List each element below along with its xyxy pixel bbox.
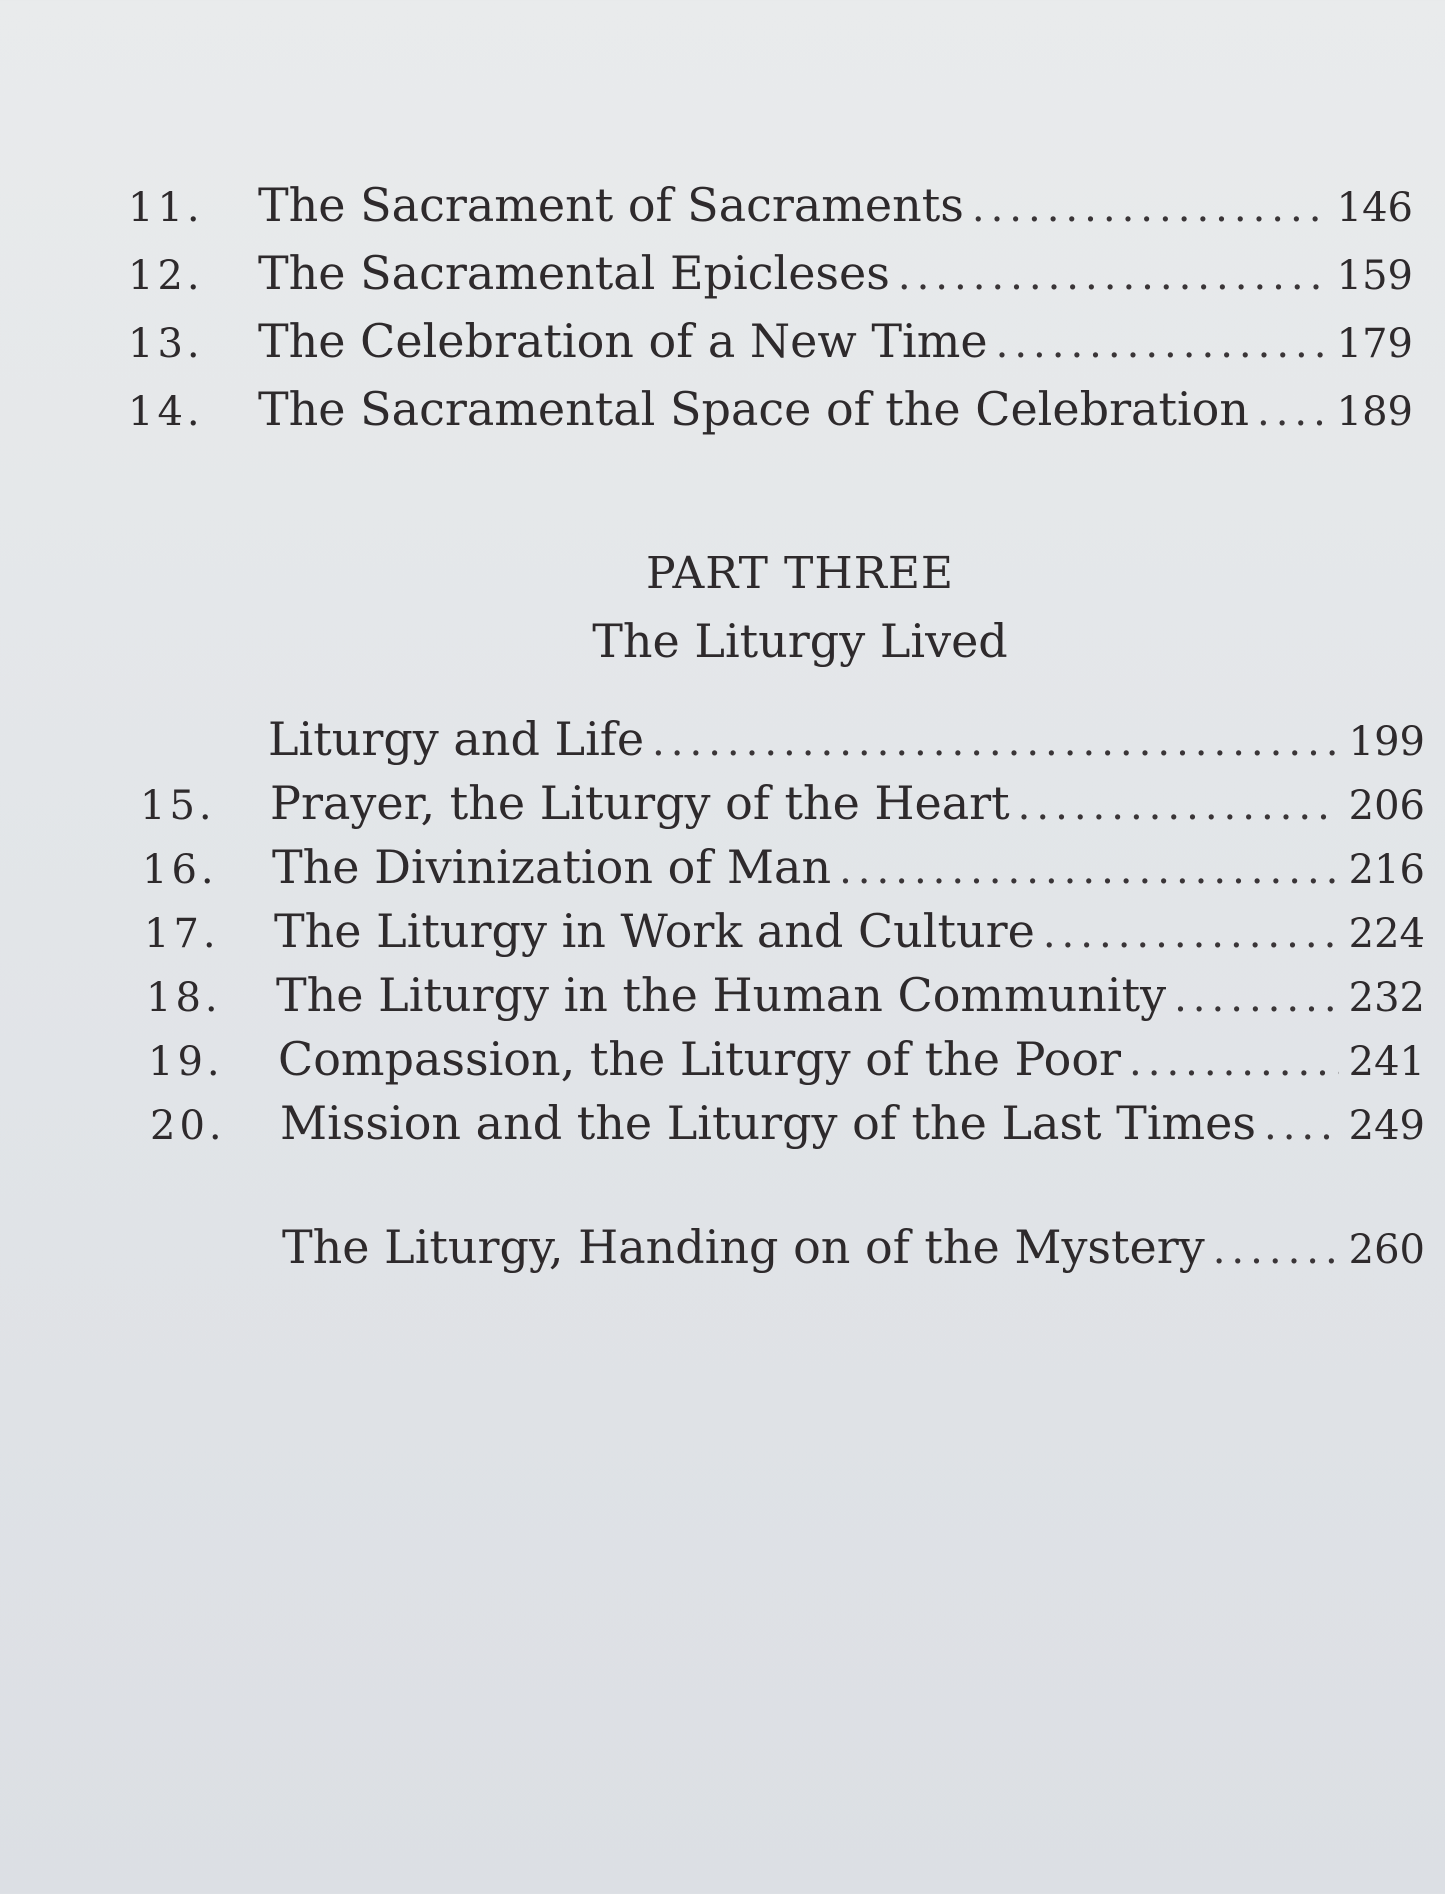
dot-leader	[1264, 1103, 1339, 1149]
chapter-title: Prayer, the Liturgy of the Heart	[270, 776, 1010, 830]
dot-leader	[898, 253, 1327, 299]
chapter-number: 11.	[128, 185, 204, 231]
page-number: 189	[1336, 389, 1413, 435]
part-label: PART THREE	[645, 548, 955, 599]
page-number: 241	[1348, 1039, 1425, 1085]
dot-leader	[1043, 911, 1339, 957]
toc-entry-liturgy-and-life	[138, 712, 1425, 776]
chapter-number: 13.	[128, 321, 204, 367]
chapter-number: 20.	[150, 1103, 226, 1149]
page-number: 224	[1348, 911, 1425, 957]
chapter-title: The Liturgy, Handing on of the Mystery	[282, 1220, 1205, 1274]
page-number: 146	[1336, 185, 1413, 231]
page-number: 199	[1348, 719, 1425, 765]
page-number: 159	[1336, 253, 1413, 299]
chapter-number: 12.	[128, 253, 204, 299]
toc-entry-19	[148, 1032, 1425, 1096]
toc-entry-18	[146, 968, 1425, 1032]
dot-leader	[996, 321, 1327, 367]
toc-entry-handing-on	[152, 1220, 1425, 1284]
chapter-title: The Liturgy in the Human Community	[276, 968, 1167, 1022]
toc-entry-16	[142, 840, 1425, 904]
dot-leader	[839, 847, 1339, 893]
dot-leader	[652, 719, 1339, 765]
page-number: 249	[1348, 1103, 1425, 1149]
chapter-number: 18.	[146, 975, 222, 1021]
toc-entry-13	[128, 314, 1413, 378]
page-number: 260	[1348, 1227, 1425, 1273]
chapter-title: Compassion, the Liturgy of the Poor	[278, 1032, 1122, 1086]
chapter-title: Mission and the Liturgy of the Last Times	[280, 1096, 1256, 1150]
dot-leader	[1213, 1227, 1339, 1273]
chapter-title: The Sacrament of Sacraments	[258, 178, 964, 232]
dot-leader	[1257, 389, 1327, 435]
dot-leader	[1129, 1039, 1339, 1085]
chapter-number: 15.	[140, 783, 216, 829]
toc-entry-14	[128, 382, 1413, 446]
toc-entry-11	[128, 178, 1413, 242]
dot-leader	[1174, 975, 1339, 1021]
page-number: 179	[1336, 321, 1413, 367]
page-number: 216	[1348, 847, 1425, 893]
chapter-number: 17.	[144, 911, 220, 957]
chapter-number: 16.	[142, 847, 218, 893]
toc-entry-17	[144, 904, 1425, 968]
chapter-title: The Sacramental Space of the Celebration	[258, 382, 1249, 436]
part-subtitle: The Liturgy Lived	[592, 614, 1008, 668]
chapter-title: The Celebration of a New Time	[258, 314, 988, 368]
chapter-number: 19.	[148, 1039, 224, 1085]
dot-leader	[1018, 783, 1339, 829]
page-number: 232	[1348, 975, 1425, 1021]
chapter-title: The Sacramental Epicleses	[258, 246, 890, 300]
page-number: 206	[1348, 783, 1425, 829]
chapter-number: 14.	[128, 389, 204, 435]
toc-entry-12	[128, 246, 1413, 310]
chapter-title: Liturgy and Life	[268, 712, 645, 766]
toc-entry-15	[140, 776, 1425, 840]
chapter-title: The Divinization of Man	[272, 840, 832, 894]
chapter-title: The Liturgy in Work and Culture	[274, 904, 1035, 958]
dot-leader	[972, 185, 1327, 231]
toc-entry-20	[150, 1096, 1425, 1160]
